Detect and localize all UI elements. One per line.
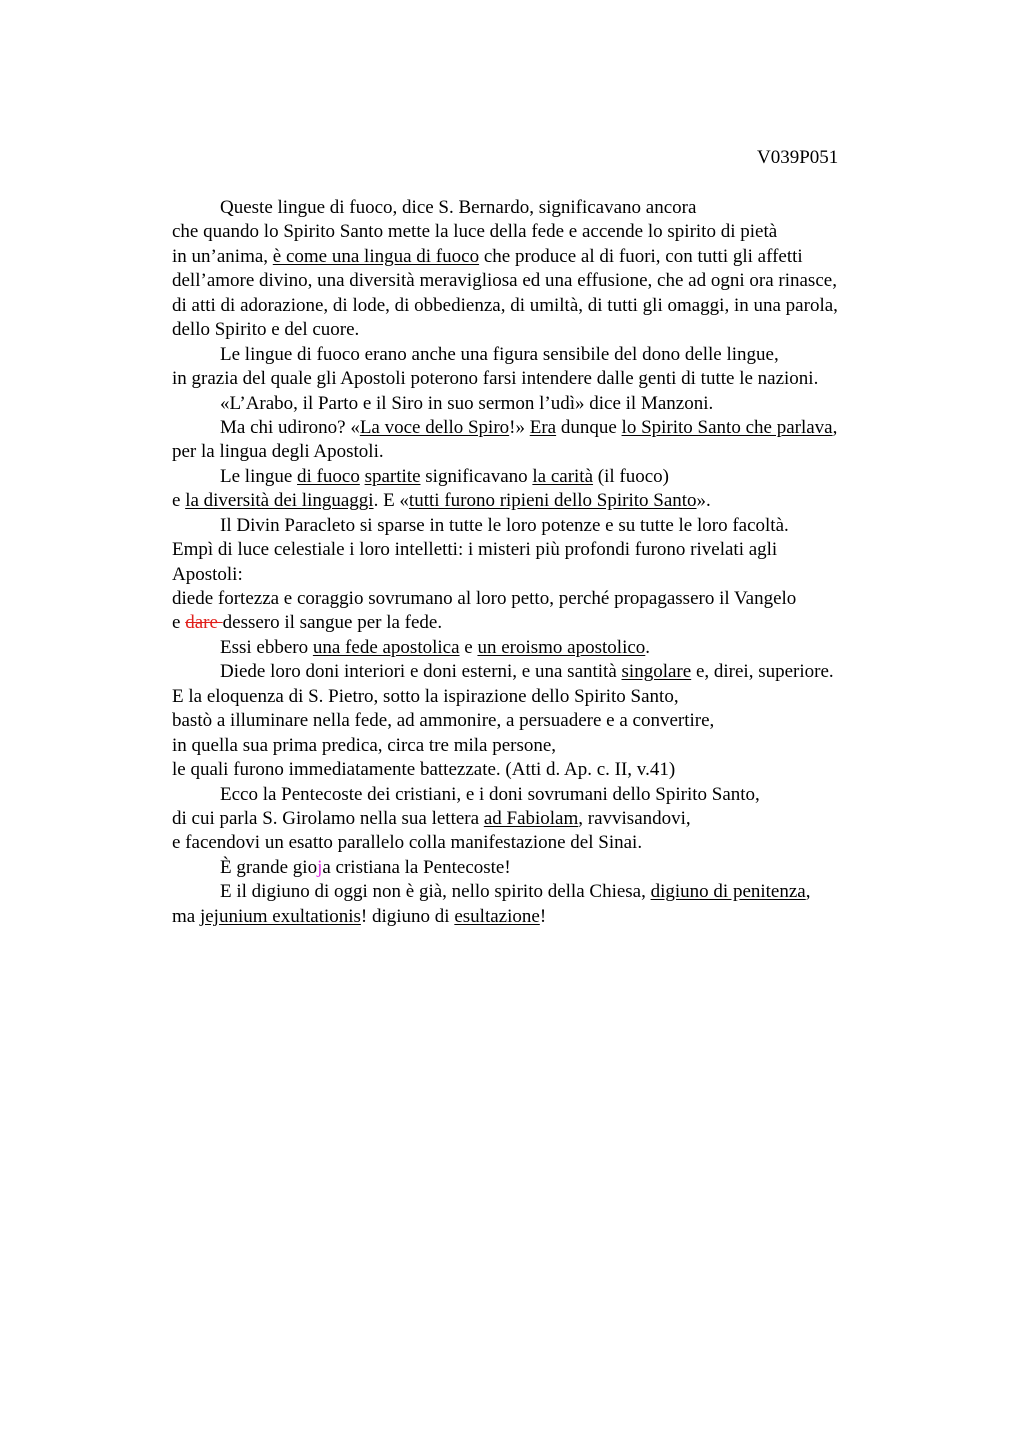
underlined-text: è come una lingua di fuoco — [272, 245, 480, 267]
text-segment: e facendovi un esatto parallelo colla manifestazione del Sinai. — [172, 832, 643, 854]
text-segment: che produce al di fuori, con tutti gli affetti — [479, 245, 803, 267]
text-segment: Empì di luce celestiale i loro intelletti: i misteri più profondi furono rivelati agli — [172, 539, 778, 561]
document-body — [172, 196, 902, 929]
text-segment: !» — [509, 416, 530, 438]
text-segment: Apostoli: — [172, 563, 243, 585]
text-line — [172, 489, 902, 513]
text-line — [172, 392, 902, 416]
text-line — [172, 196, 902, 220]
text-line — [172, 685, 902, 709]
text-line — [172, 465, 902, 489]
text-segment: ma — [172, 905, 200, 927]
text-segment: . — [645, 636, 651, 658]
underlined-text: digiuno di penitenza — [650, 881, 806, 903]
text-segment: , — [832, 416, 838, 438]
text-segment: Ma chi udirono? « — [220, 416, 360, 438]
text-line — [172, 343, 902, 367]
text-segment: dello Spirito e del cuore. — [172, 319, 360, 341]
text-line — [172, 587, 902, 611]
text-line — [172, 660, 902, 684]
text-segment: e — [172, 612, 186, 634]
text-segment: ! — [539, 905, 547, 927]
text-segment: Il Divin Paracleto si sparse in tutte le loro potenze e su tutte le loro facoltà. — [220, 514, 789, 536]
text-segment: di cui parla S. Girolamo nella sua lettera — [172, 807, 484, 829]
text-line — [172, 831, 902, 855]
text-segment: ! digiuno di — [360, 905, 455, 927]
text-segment: dell’amore divino, una diversità meravigliosa ed una effusione, che ad ogni ora rinasce, — [172, 270, 837, 292]
underlined-text: tutti furono ripieni dello Spirito Santo — [408, 490, 697, 512]
text-line — [172, 905, 902, 929]
text-line — [172, 538, 902, 562]
underlined-text: jejunium exultationis — [199, 905, 361, 927]
text-segment: significavano — [420, 465, 533, 487]
underlined-text: singolare — [621, 661, 692, 683]
text-segment: E la eloquenza di S. Pietro, sotto la ispirazione dello Spirito Santo, — [172, 685, 679, 707]
deleted-text: dare — [185, 612, 223, 634]
text-line — [172, 880, 902, 904]
text-segment: È grande gio — [220, 856, 318, 878]
underlined-text: di fuoco — [297, 465, 360, 487]
text-line — [172, 636, 902, 660]
underlined-text: spartite — [364, 465, 421, 487]
text-line — [172, 440, 902, 464]
text-segment: Ecco la Pentecoste dei cristiani, e i doni sovrumani dello Spirito Santo, — [220, 783, 760, 805]
text-line — [172, 318, 902, 342]
text-line — [172, 294, 902, 318]
underlined-text: esultazione — [454, 905, 540, 927]
text-segment: e, direi, superiore. — [691, 661, 834, 683]
text-segment: per la lingua degli Apostoli. — [172, 441, 384, 463]
text-line — [172, 807, 902, 831]
text-line — [172, 734, 902, 758]
text-line — [172, 758, 902, 782]
text-segment: , — [805, 881, 811, 903]
text-segment: (il fuoco) — [593, 465, 670, 487]
text-line — [172, 245, 902, 269]
text-segment: Le lingue di fuoco erano anche una figura sensibile del dono delle lingue, — [220, 343, 779, 365]
text-line — [172, 611, 902, 635]
inserted-text: j — [317, 856, 323, 878]
text-segment: Queste lingue di fuoco, dice S. Bernardo, significavano ancora — [220, 197, 697, 218]
text-segment: le quali furono immediatamente battezzate. (Atti d. Ap. c. II, v.41) — [172, 759, 676, 781]
page-id: V039P051 — [757, 147, 839, 168]
underlined-text: Era — [529, 416, 557, 438]
text-segment: , ravvisandovi, — [578, 807, 691, 829]
text-segment: dessero il sangue per la fede. — [222, 612, 443, 634]
text-segment: che quando lo Spirito Santo mette la luce della fede e accende lo spirito di pietà — [172, 221, 778, 243]
underlined-text: la diversità dei linguaggi — [185, 490, 374, 512]
text-segment: Diede loro doni interiori e doni esterni, e una santità — [220, 661, 622, 683]
underlined-text: La voce dello Spiro — [359, 416, 510, 438]
text-segment: e — [172, 490, 186, 512]
text-line — [172, 416, 902, 440]
text-line — [172, 514, 902, 538]
text-segment: dunque — [556, 416, 622, 438]
text-line — [172, 709, 902, 733]
text-segment: in grazia del quale gli Apostoli poterono farsi intendere dalle genti di tutte le nazioni. — [172, 368, 819, 390]
text-segment: diede fortezza e coraggio sovrumano al loro petto, perché propagassero il Vangelo — [172, 588, 797, 609]
underlined-text: un eroismo apostolico — [477, 636, 646, 658]
text-segment: in quella sua prima predica, circa tre mila persone, — [172, 734, 557, 756]
text-segment: a cristiana la Pentecoste! — [322, 856, 511, 878]
underlined-text: ad Fabiolam — [483, 807, 579, 829]
text-line — [172, 856, 902, 880]
underlined-text: la carità — [532, 465, 594, 487]
text-segment: Le lingue — [220, 465, 298, 487]
text-segment: in un’anima, — [172, 245, 273, 267]
text-segment: E il digiuno di oggi non è già, nello spirito della Chiesa, — [220, 881, 651, 903]
text-segment: e — [459, 636, 478, 658]
text-line — [172, 367, 902, 391]
underlined-text: una fede apostolica — [312, 636, 460, 658]
text-line — [172, 269, 902, 293]
text-line — [172, 563, 902, 587]
text-segment: . E « — [373, 490, 409, 512]
text-segment: bastò a illuminare nella fede, ad ammonire, a persuadere e a convertire, — [172, 710, 715, 732]
text-line — [172, 783, 902, 807]
text-line — [172, 220, 902, 244]
text-segment: di atti di adorazione, di lode, di obbedienza, di umiltà, di tutti gli omaggi, in una parola, — [172, 294, 838, 316]
text-segment: «L’Arabo, il Parto e il Siro in suo sermon l’udì» dice il Manzoni. — [220, 392, 714, 414]
text-segment: ». — [696, 490, 711, 512]
text-segment: Essi ebbero — [220, 636, 313, 658]
underlined-text: lo Spirito Santo che parlava — [621, 416, 833, 438]
